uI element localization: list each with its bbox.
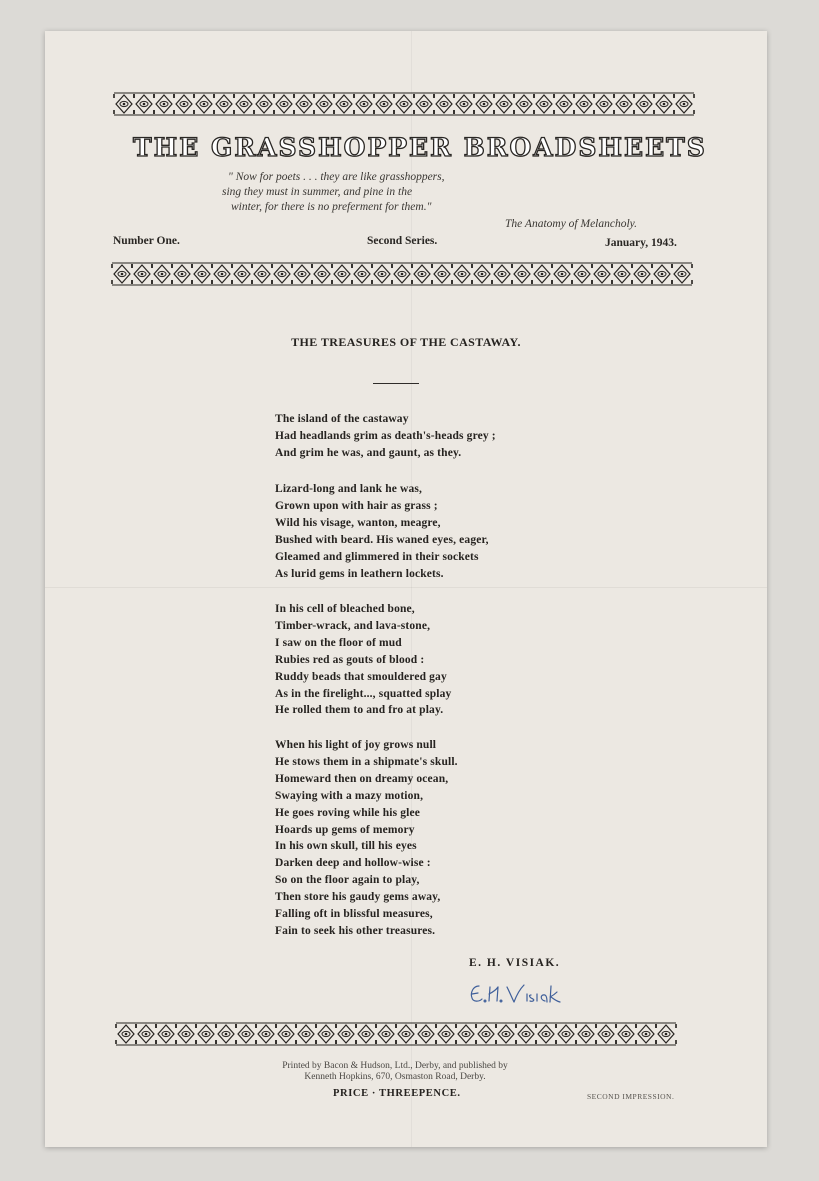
series-label: Second Series. [367,235,438,247]
poem-line: Fain to seek his other treasures. [275,924,436,937]
author-name: E. H. VISIAK. [469,957,561,969]
poem-line: The island of the castaway [275,413,409,425]
ornament-motif [654,94,674,114]
poem-line: He rolled them to and fro at play. [275,704,444,717]
ornament-motif [356,1024,376,1044]
ornament-motif [114,94,134,114]
ornamental-border-top [111,92,697,116]
issue-number: Number One. [113,235,180,247]
ornament-motif [216,1024,236,1044]
poem-line: In his own skull, till his eyes [275,840,417,853]
ornament-motif [392,264,412,284]
epigraph-line-2: sing they must in summer, and pine in the [222,186,413,198]
ornament-motif [336,1024,356,1044]
epigraph-source: The Anatomy of Melancholy. [505,218,638,230]
ornament-motif [492,264,512,284]
ornament-motif [136,1024,156,1044]
ornament-motif [236,1024,256,1044]
ornament-motif [494,94,514,114]
stanza-1 [275,411,496,462]
ornament-motif [354,94,374,114]
poem-line: Had headlands grim as death's-heads grey ; [275,429,496,442]
title-divider [373,383,419,384]
poem-line: Darken deep and hollow-wise : [275,857,431,870]
ornament-motif [272,264,292,284]
ornament-motif [554,94,574,114]
ornamental-border-bottom [109,1022,683,1046]
ornament-motif [276,1024,296,1044]
ornament-motif [154,94,174,114]
imprint-line-2: Kenneth Hopkins, 670, Osmaston Road, Derby. [304,1072,486,1082]
ornamental-border-middle [108,262,696,286]
ornament-motif [632,264,652,284]
poem-line: And grim he was, and gaunt, as they. [275,446,462,459]
ornament-motif [176,1024,196,1044]
ornament-motif [292,264,312,284]
ornament-motif [576,1024,596,1044]
ornament-motif [212,264,232,284]
ornament-motif [656,1024,676,1044]
ornament-motif [434,94,454,114]
ornament-motif [536,1024,556,1044]
ornament-motif [414,94,434,114]
author-signature [465,981,565,1007]
ornament-motif [572,264,592,284]
ornament-motif [312,264,332,284]
poem-line: Then store his gaudy gems away, [275,891,441,904]
poem-line: Swaying with a mazy motion, [275,789,424,802]
poem-title: THE TREASURES OF THE CASTAWAY. [291,335,521,349]
poem-line: In his cell of bleached bone, [275,603,415,615]
ornament-motif [432,264,452,284]
ornament-motif [232,264,252,284]
ornament-motif [194,94,214,114]
ornament-motif [156,1024,176,1044]
ornament-motif [196,1024,216,1044]
ornament-strip [109,1022,683,1046]
ornament-motif [172,264,192,284]
poem-line: I saw on the floor of mud [275,636,402,649]
ornament-motif [556,1024,576,1044]
ornament-motif [254,94,274,114]
ornament-motif [334,94,354,114]
ornament-motif [474,94,494,114]
issue-date: January, 1943. [605,237,677,249]
ornament-motif [192,264,212,284]
epigraph-line-1: " Now for poets . . . they are like grasshoppers, [228,171,445,183]
ornament-motif [372,264,392,284]
ornament-motif [436,1024,456,1044]
imprint-line-1: Printed by Bacon & Hudson, Ltd., Derby, and published by [282,1061,508,1071]
printer-imprint [195,1061,595,1083]
ornament-motif [634,94,654,114]
ornament-motif [152,264,172,284]
fold-crease-horizontal [45,587,767,588]
ornament-motif [376,1024,396,1044]
ornament-motif [614,94,634,114]
poem-line: So on the floor again to play, [275,874,420,887]
broadsheet-page [45,31,767,1147]
ornament-motif [394,94,414,114]
epigraph-line-3: winter, for there is no preferment for them." [231,201,432,213]
ornament-motif [636,1024,656,1044]
ornament-motif [374,94,394,114]
poem-line: He stows them in a shipmate's skull. [275,755,458,768]
poem-line: He goes roving while his glee [275,806,421,819]
stanza-2 [275,481,489,582]
ornament-motif [596,1024,616,1044]
ornament-motif [612,264,632,284]
ornament-motif [616,1024,636,1044]
ornament-motif [252,264,272,284]
ornament-motif [592,264,612,284]
ornament-motif [214,94,234,114]
ornament-motif [476,1024,496,1044]
ornament-motif [112,264,132,284]
ornament-motif [116,1024,136,1044]
ornament-motif [316,1024,336,1044]
ornament-motif [132,264,152,284]
ornament-motif [332,264,352,284]
ornament-motif [516,1024,536,1044]
price-label: PRICE · THREEPENCE. [333,1088,461,1099]
stanza-4 [275,737,458,940]
ornament-motif [416,1024,436,1044]
ornament-motif [672,264,692,284]
ornament-motif [532,264,552,284]
ornament-motif [594,94,614,114]
stanza-3 [275,601,451,719]
poem-line: Homeward then on dreamy ocean, [275,772,449,785]
poem-line: Ruddy beads that smouldered gay [275,670,447,683]
ornament-motif [496,1024,516,1044]
ornament-motif [294,94,314,114]
ornament-motif [454,94,474,114]
ornament-motif [174,94,194,114]
ornament-motif [456,1024,476,1044]
poem-line: Falling oft in blissful measures, [275,908,433,921]
poem-line: Wild his visage, wanton, meagre, [275,516,441,529]
ornament-motif [552,264,572,284]
poem-line: Gleamed and glimmered in their sockets [275,550,479,563]
ornament-motif [652,264,672,284]
ornament-motif [574,94,594,114]
ornament-motif [296,1024,316,1044]
ornament-motif [352,264,372,284]
poem-line: Rubies red as gouts of blood : [275,653,425,666]
poem-line: Grown upon with hair as grass ; [275,499,438,512]
ornament-motif [534,94,554,114]
ornament-motif [512,264,532,284]
poem-line: Bushed with beard. His waned eyes, eager, [275,533,489,546]
ornament-motif [256,1024,276,1044]
fold-crease-vertical [411,31,412,1147]
ornament-motif [134,94,154,114]
poem-line: As in the firelight..., squatted splay [275,687,452,700]
ornament-motif [412,264,432,284]
poem-line: Lizard-long and lank he was, [275,483,423,495]
poem-line: As lurid gems in leathern lockets. [275,567,444,580]
ornament-strip [111,92,697,116]
impression-label: SECOND IMPRESSION. [587,1092,675,1101]
ornament-motif [234,94,254,114]
poem-line: Timber-wrack, and lava-stone, [275,619,431,632]
ornament-motif [674,94,694,114]
ornament-motif [514,94,534,114]
ornament-motif [274,94,294,114]
ornament-motif [396,1024,416,1044]
ornament-motif [452,264,472,284]
ornament-motif [314,94,334,114]
ornament-motif [472,264,492,284]
masthead-title: THE GRASSHOPPER BROADSHEETS [133,133,707,162]
poem-line: Hoards up gems of memory [275,823,415,836]
poem-line: When his light of joy grows null [275,739,437,751]
ornament-strip [108,262,696,286]
